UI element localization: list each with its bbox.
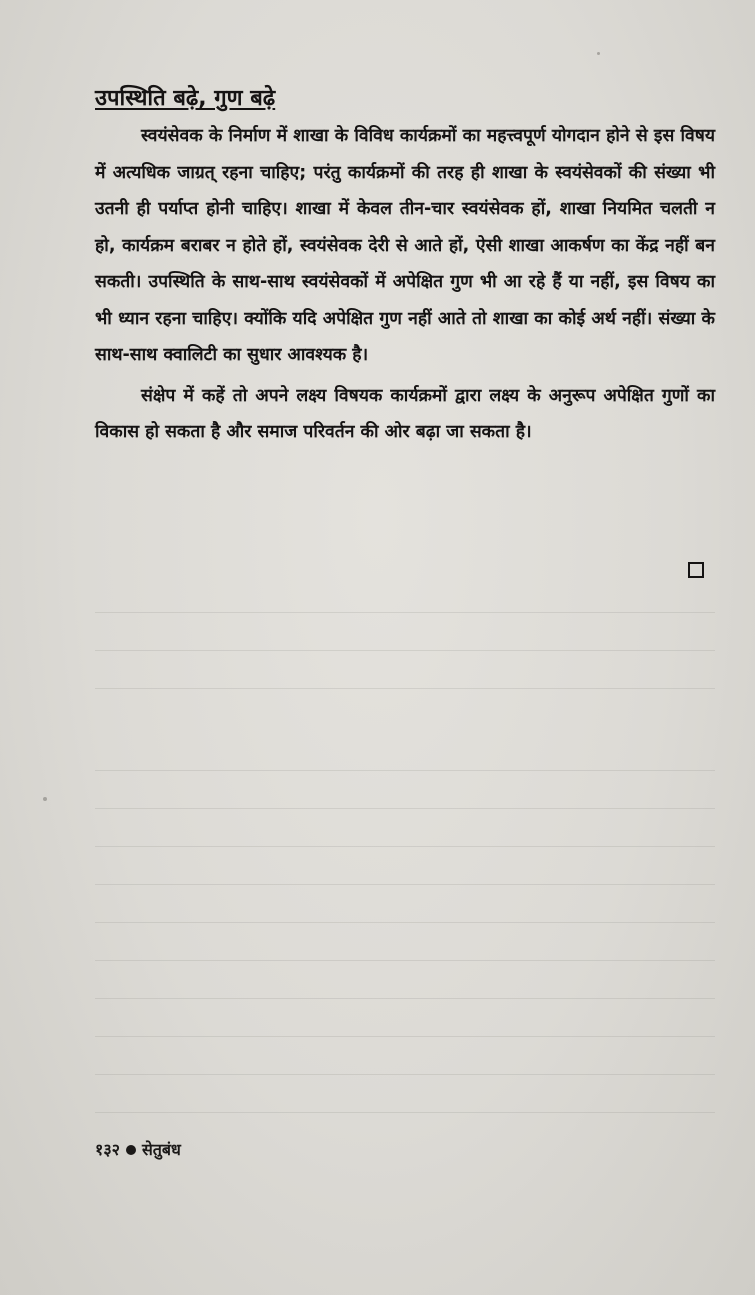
paragraph-1: स्वयंसेवक के निर्माण में शाखा के विविध कार्यक्रमों का महत्त्वपूर्ण योगदान होने से इस विषय में अत्यधिक जाग्रत् रहना चाहिए; परंतु कार्यक्रमों की तरह ही शाखा के स्वयंसेवकों की संख्या भी उतनी ही पर्याप्त होनी चाहिए। शाखा में केवल तीन-चार स्वयंसेवक हों, शाखा नियमित चलती न हो, कार्यक्रम बराबर न होते हों, स्वयंसेवक देरी से आते हों, ऐसी शाखा आकर्षण का केंद्र नहीं बन सकती। उपस्थिति के साथ-साथ स्वयंसेवकों में अपेक्षित गुण भी आ रहे हैं या नहीं, इस विषय का भी ध्यान रहना चाहिए। क्योंकि यदि अपेक्षित गुण नहीं आते तो शाखा का कोई अर्थ नहीं। संख्या के साथ-साथ क्वालिटी का सुधार आवश्यक है। [95,126,715,365]
bleed-through-line [95,922,715,923]
bleed-through-line [95,1112,715,1113]
ink-speck [43,797,47,801]
bleed-through-line [95,846,715,847]
section-heading: उपस्थिति बढ़े, गुण बढ़े [95,86,276,111]
bleed-through-line [95,1074,715,1075]
paragraph-2: संक्षेप में कहें तो अपने लक्ष्य विषयक कार्यक्रमों द्वारा लक्ष्य के अनुरूप अपेक्षित गुणों का विकास हो सकता है और समाज परिवर्तन की ओर बढ़ा जा सकता है। [95,385,715,442]
end-of-section-box-icon [688,562,704,578]
ornament-icon [126,1145,136,1155]
page-number: १३२ [95,1140,120,1159]
book-title: सेतुबंध [141,1140,181,1159]
bleed-through-line [95,770,715,771]
bleed-through-line [95,960,715,961]
ink-speck [597,52,600,55]
bleed-through-line [95,808,715,809]
section-body [95,82,715,451]
bleed-through-line [95,884,715,885]
bleed-through-line [95,1036,715,1037]
bleed-through-line [95,998,715,999]
bleed-through-line [95,688,715,689]
page-footer [95,1138,181,1160]
bleed-through-line [95,612,715,613]
bleed-through-line [95,650,715,651]
